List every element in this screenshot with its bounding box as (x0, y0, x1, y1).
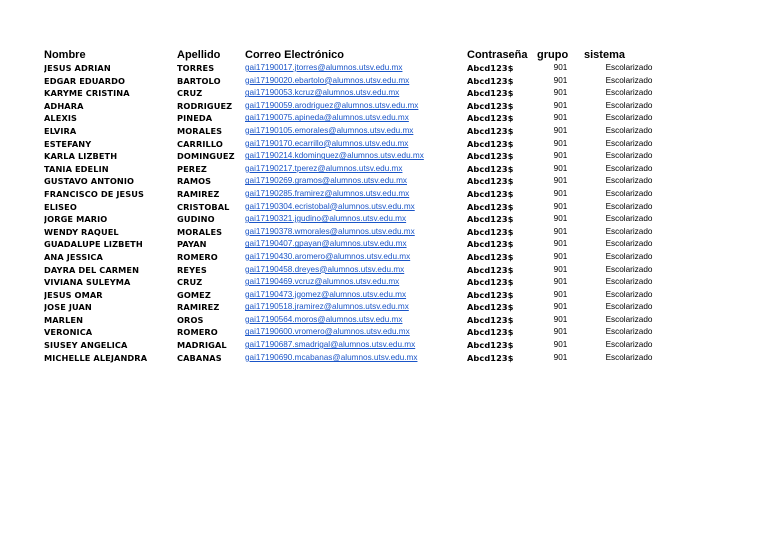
cell-grupo: 901 (553, 201, 568, 211)
cell-contrasena: Abcd123$ (467, 88, 514, 99)
cell-correo (245, 326, 467, 339)
cell-grupo: 901 (553, 302, 568, 312)
email-link[interactable]: gai17190469.vcruz@alumnos.utsv.edu.mx (245, 277, 400, 287)
table-row (44, 100, 674, 113)
cell-sistema: Escolarizado (605, 264, 653, 274)
cell-grupo: 901 (553, 63, 568, 72)
email-link[interactable]: gai17190687.smadrigal@alumnos.utsv.edu.mx (245, 340, 416, 350)
cell-nombre: KARYME CRISTINA (44, 88, 130, 99)
cell-grupo: 901 (553, 327, 568, 337)
table-row (44, 238, 674, 251)
cell-apellido: RAMOS (177, 176, 212, 187)
cell-sistema: Escolarizado (605, 88, 653, 98)
cell-sistema: Escolarizado (605, 327, 653, 337)
cell-correo (245, 100, 467, 113)
cell-apellido: RAMIREZ (177, 188, 220, 199)
cell-contrasena: Abcd123$ (467, 327, 514, 338)
cell-apellido: OROS (177, 314, 204, 325)
cell-grupo: 901 (553, 176, 568, 186)
cell-nombre: ALEXIS (44, 113, 78, 124)
cell-apellido: PAYAN (177, 239, 207, 250)
table-body (44, 62, 674, 364)
cell-nombre: EDGAR EDUARDO (44, 75, 126, 86)
cell-correo (245, 339, 467, 352)
cell-sistema: Escolarizado (605, 176, 653, 186)
header-row (44, 49, 674, 62)
cell-sistema: Escolarizado (605, 239, 653, 249)
table-row (44, 163, 674, 176)
cell-correo (245, 125, 467, 138)
table-row (44, 339, 674, 352)
cell-sistema: Escolarizado (605, 188, 653, 198)
email-link[interactable]: gai17190059.arodriguez@alumnos.utsv.edu.mx (245, 100, 419, 110)
cell-nombre: ADHARA (44, 100, 84, 111)
table-row (44, 150, 674, 163)
cell-apellido: ROMERO (177, 251, 218, 262)
cell-correo (245, 289, 467, 302)
cell-apellido: CRISTOBAL (177, 201, 230, 212)
header-contrasena: Contraseña (467, 49, 528, 61)
cell-apellido: REYES (177, 264, 207, 275)
cell-sistema: Escolarizado (605, 100, 653, 110)
cell-sistema: Escolarizado (605, 251, 653, 261)
email-link[interactable]: gai17190321.jgudino@alumnos.utsv.edu.mx (245, 214, 407, 224)
email-link[interactable]: gai17190269.gramos@alumnos.utsv.edu.mx (245, 176, 407, 186)
email-link[interactable]: gai17190430.aromero@alumnos.utsv.edu.mx (245, 251, 411, 261)
email-link[interactable]: gai17190214.kdominguez@alumnos.utsv.edu.mx (245, 151, 424, 161)
email-link[interactable]: gai17190217.tperez@alumnos.utsv.edu.mx (245, 163, 403, 173)
cell-apellido: RODRIGUEZ (177, 100, 233, 111)
cell-nombre: VIVIANA SULEYMA (44, 277, 131, 288)
cell-contrasena: Abcd123$ (467, 100, 514, 111)
email-link[interactable]: gai17190170.ecarrillo@alumnos.utsv.edu.mx (245, 138, 409, 148)
cell-apellido: PINEDA (177, 113, 213, 124)
table-row (44, 314, 674, 327)
cell-correo (245, 87, 467, 100)
cell-grupo: 901 (553, 239, 568, 249)
cell-apellido: MORALES (177, 125, 223, 136)
cell-sistema: Escolarizado (605, 214, 653, 224)
header-correo: Correo Electrónico (245, 49, 345, 61)
cell-sistema: Escolarizado (605, 201, 653, 211)
table-row (44, 201, 674, 214)
cell-sistema: Escolarizado (605, 138, 653, 148)
header-grupo: grupo (537, 49, 569, 61)
cell-correo (245, 150, 467, 163)
cell-apellido: CARRILLO (177, 138, 223, 149)
cell-nombre: JESUS OMAR (44, 289, 103, 300)
cell-correo (245, 163, 467, 176)
cell-correo (245, 301, 467, 314)
cell-nombre: ELISEO (44, 201, 77, 212)
cell-contrasena: Abcd123$ (467, 188, 514, 199)
email-link[interactable]: gai17190458.dreyes@alumnos.utsv.edu.mx (245, 264, 405, 274)
email-link[interactable]: gai17190690.mcabanas@alumnos.utsv.edu.mx (245, 352, 418, 362)
cell-apellido: TORRES (177, 63, 215, 73)
cell-contrasena: Abcd123$ (467, 75, 514, 86)
cell-correo (245, 264, 467, 277)
table-row (44, 62, 674, 75)
cell-sistema: Escolarizado (605, 125, 653, 135)
table-row (44, 326, 674, 339)
cell-contrasena: Abcd123$ (467, 251, 514, 262)
cell-nombre: KARLA LIZBETH (44, 151, 118, 162)
cell-nombre: ELVIRA (44, 125, 77, 136)
table-row (44, 264, 674, 277)
cell-sistema: Escolarizado (605, 151, 653, 161)
cell-nombre: VERONICA (44, 327, 93, 338)
cell-correo (245, 352, 467, 365)
cell-apellido: BARTOLO (177, 75, 221, 86)
cell-nombre: GUSTAVO ANTONIO (44, 176, 135, 187)
cell-grupo: 901 (553, 113, 568, 123)
cell-nombre: ESTEFANY (44, 138, 92, 149)
table-row (44, 301, 674, 314)
cell-grupo: 901 (553, 264, 568, 274)
cell-correo (245, 201, 467, 214)
cell-contrasena: Abcd123$ (467, 138, 514, 149)
table-row (44, 175, 674, 188)
cell-grupo: 901 (553, 125, 568, 135)
cell-sistema: Escolarizado (605, 277, 653, 287)
cell-grupo: 901 (553, 277, 568, 287)
cell-grupo: 901 (553, 352, 568, 362)
cell-sistema: Escolarizado (605, 226, 653, 236)
cell-correo (245, 175, 467, 188)
cell-apellido: MADRIGAL (177, 340, 227, 351)
cell-contrasena: Abcd123$ (467, 302, 514, 313)
cell-contrasena: Abcd123$ (467, 201, 514, 212)
cell-apellido: CRUZ (177, 277, 203, 288)
cell-grupo: 901 (553, 214, 568, 224)
cell-correo (245, 213, 467, 226)
email-link[interactable]: gai17190285.framirez@alumnos.utsv.edu.mx (245, 188, 410, 198)
cell-grupo: 901 (553, 151, 568, 161)
email-link[interactable]: gai17190378.wmorales@alumnos.utsv.edu.mx (245, 226, 415, 236)
table-row (44, 276, 674, 289)
cell-grupo: 901 (553, 88, 568, 98)
cell-apellido: MORALES (177, 226, 223, 237)
table-header (44, 49, 674, 62)
header-nombre: Nombre (44, 49, 86, 61)
cell-contrasena: Abcd123$ (467, 352, 514, 363)
cell-contrasena: Abcd123$ (467, 63, 514, 73)
cell-nombre: DAYRA DEL CARMEN (44, 264, 140, 275)
cell-correo (245, 62, 467, 75)
email-link[interactable]: gai17190600.vromero@alumnos.utsv.edu.mx (245, 327, 410, 337)
cell-grupo: 901 (553, 226, 568, 236)
email-link[interactable]: gai17190017.jtorres@alumnos.utsv.edu.mx (245, 63, 403, 72)
header-apellido: Apellido (177, 49, 221, 61)
cell-sistema: Escolarizado (605, 340, 653, 350)
cell-correo (245, 188, 467, 201)
cell-sistema: Escolarizado (605, 75, 653, 85)
email-link[interactable]: gai17190020.ebartolo@alumnos.utsv.edu.mx (245, 75, 410, 85)
cell-nombre: FRANCISCO DE JESUS (44, 188, 144, 199)
table-row (44, 112, 674, 125)
cell-nombre: SIUSEY ANGELICA (44, 340, 128, 351)
cell-grupo: 901 (553, 340, 568, 350)
email-link[interactable]: gai17190304.ecristobal@alumnos.utsv.edu.mx (245, 201, 415, 211)
cell-contrasena: Abcd123$ (467, 340, 514, 351)
email-link[interactable]: gai17190407.gpayan@alumnos.utsv.edu.mx (245, 239, 407, 249)
cell-correo (245, 138, 467, 151)
cell-contrasena: Abcd123$ (467, 151, 514, 162)
cell-nombre: ANA JESSICA (44, 251, 103, 262)
cell-sistema: Escolarizado (605, 113, 653, 123)
cell-correo (245, 276, 467, 289)
cell-grupo: 901 (553, 138, 568, 148)
table-row (44, 87, 674, 100)
cell-correo (245, 112, 467, 125)
cell-apellido: GUDINO (177, 214, 215, 225)
cell-correo (245, 75, 467, 88)
cell-correo (245, 226, 467, 239)
cell-contrasena: Abcd123$ (467, 314, 514, 325)
cell-nombre: WENDY RAQUEL (44, 226, 119, 237)
cell-apellido: ROMERO (177, 327, 218, 338)
cell-grupo: 901 (553, 75, 568, 85)
cell-sistema: Escolarizado (605, 63, 653, 72)
email-link[interactable]: gai17190075.apineda@alumnos.utsv.edu.mx (245, 113, 409, 123)
cell-sistema: Escolarizado (605, 289, 653, 299)
cell-grupo: 901 (553, 314, 568, 324)
cell-correo (245, 251, 467, 264)
table-row (44, 213, 674, 226)
cell-contrasena: Abcd123$ (467, 125, 514, 136)
cell-apellido: RAMIREZ (177, 302, 220, 313)
cell-grupo: 901 (553, 251, 568, 261)
email-link[interactable]: gai17190518.jramirez@alumnos.utsv.edu.mx (245, 302, 409, 312)
cell-apellido: CABANAS (177, 352, 222, 363)
cell-contrasena: Abcd123$ (467, 289, 514, 300)
cell-apellido: DOMINGUEZ (177, 151, 235, 162)
header-sistema: sistema (584, 49, 625, 61)
cell-sistema: Escolarizado (605, 314, 653, 324)
cell-nombre: JESUS ADRIAN (44, 63, 111, 73)
cell-nombre: JOSE JUAN (44, 302, 92, 313)
cell-grupo: 901 (553, 100, 568, 110)
cell-contrasena: Abcd123$ (467, 226, 514, 237)
email-link[interactable]: gai17190564.moros@alumnos.utsv.edu.mx (245, 314, 403, 324)
email-link[interactable]: gai17190473.jgomez@alumnos.utsv.edu.mx (245, 289, 407, 299)
table-row (44, 75, 674, 88)
cell-correo (245, 314, 467, 327)
cell-apellido: GOMEZ (177, 289, 211, 300)
email-link[interactable]: gai17190053.kcruz@alumnos.utsv.edu.mx (245, 88, 400, 98)
table-row (44, 226, 674, 239)
table-row (44, 138, 674, 151)
table-row (44, 125, 674, 138)
table-row (44, 251, 674, 264)
student-table (44, 49, 674, 364)
cell-sistema: Escolarizado (605, 302, 653, 312)
cell-grupo: 901 (553, 188, 568, 198)
cell-nombre: MICHELLE ALEJANDRA (44, 352, 148, 363)
cell-apellido: PEREZ (177, 163, 207, 174)
cell-contrasena: Abcd123$ (467, 239, 514, 250)
table-row (44, 188, 674, 201)
cell-contrasena: Abcd123$ (467, 214, 514, 225)
table-row (44, 352, 674, 365)
table-row (44, 289, 674, 302)
cell-sistema: Escolarizado (605, 163, 653, 173)
cell-nombre: GUADALUPE LIZBETH (44, 239, 143, 250)
cell-contrasena: Abcd123$ (467, 277, 514, 288)
cell-grupo: 901 (553, 163, 568, 173)
cell-contrasena: Abcd123$ (467, 176, 514, 187)
cell-grupo: 901 (553, 289, 568, 299)
cell-nombre: JORGE MARIO (44, 214, 108, 225)
cell-nombre: TANIA EDELIN (44, 163, 109, 174)
cell-contrasena: Abcd123$ (467, 264, 514, 275)
cell-nombre: MARLEN (44, 314, 84, 325)
cell-sistema: Escolarizado (605, 352, 653, 362)
email-link[interactable]: gai17190105.emorales@alumnos.utsv.edu.mx (245, 125, 414, 135)
cell-contrasena: Abcd123$ (467, 113, 514, 124)
cell-correo (245, 238, 467, 251)
cell-contrasena: Abcd123$ (467, 163, 514, 174)
cell-apellido: CRUZ (177, 88, 203, 99)
